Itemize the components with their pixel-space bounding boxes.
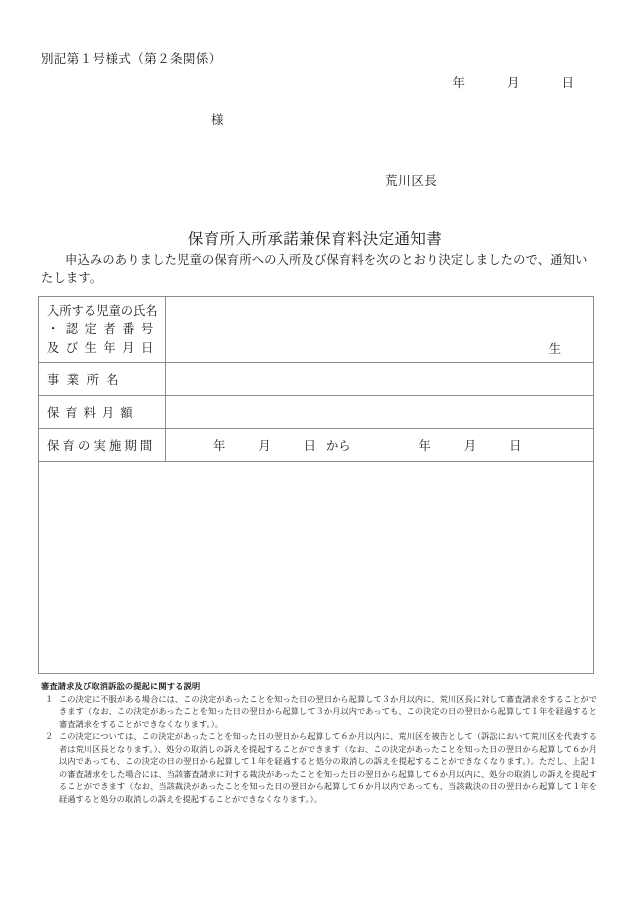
footnote-item	[41, 731, 597, 806]
birth-date-marker: 生	[548, 342, 561, 357]
period-to-month: 月	[463, 439, 477, 454]
period-from-day: 日	[303, 439, 316, 454]
footnote-text: この決定については、この決定があったことを知った日の翌日から起算して６か月以内に、荒川区を被告として（訴訟において荒川区を代表する者は荒川区長となります。）、処分の取消しの訴えを提起することができます（なお、この決定があったことを知った日の翌日から起算して６か月以内であっても、この決定の日の翌日から起算して１年を経過すると処分の取消しの訴えを提起することができなくなります。）。ただし、上記１の審査請求をした場合には、当該審査請求に対する裁決があったことを知った日の翌日から起算して６か月以内に、処分の取消しの訴えを提起することができます（なお、当該裁決があったことを知った日の翌日から起算して６か月以内であっても、当該裁決の日の翌日から起算して１年を経過すると処分の取消しの訴えを提起することができなくなります。）。	[59, 732, 597, 804]
footnotes-heading: 審査請求及び取消訴訟の提起に関する説明	[41, 682, 201, 691]
row-label-child-name	[39, 297, 166, 363]
decision-details-table	[38, 296, 594, 674]
footnote-text: この決定に不服がある場合には、この決定があったことを知った日の翌日から起算して３か月以内に、荒川区長に対して審査請求をすることができます（なお、この決定があったことを知った日の翌日から起算して３か月以内であっても、この決定の日の翌日から起算して１年を経過すると審査請求をすることができなくなります。）。	[59, 694, 597, 729]
table-row	[39, 396, 594, 429]
row-label-line: 保育料月額	[47, 406, 139, 421]
row-value-care-period[interactable]	[166, 429, 594, 462]
footnote-number: １	[45, 694, 54, 704]
table-row	[39, 297, 594, 363]
row-value-child-name[interactable]	[166, 297, 594, 363]
period-to-year: 年	[418, 439, 431, 454]
row-label-line: 保育の実施期間	[47, 439, 156, 454]
form-code-label: 別記第１号様式（第２条関係）	[41, 52, 222, 66]
footnotes-section	[41, 681, 597, 806]
row-label-office-name	[39, 363, 166, 396]
issue-date-line	[0, 73, 594, 91]
care-period-fields	[166, 436, 593, 454]
period-connector: から	[325, 439, 351, 454]
lead-paragraph-text: 申込みのありました児童の保育所への入所及び保育料を次のとおり決定しましたので、通知いたします。	[41, 253, 588, 285]
table-row	[39, 462, 594, 674]
row-label-care-period	[39, 429, 166, 462]
footnote-item	[41, 694, 597, 731]
row-label-line: 入所する児童の氏名	[47, 304, 158, 318]
row-label-line: 事業所名	[47, 373, 127, 388]
row-label-line: ・認定者番号	[47, 322, 160, 337]
row-value-office-name[interactable]	[166, 363, 594, 396]
table-row	[39, 363, 594, 396]
lead-paragraph	[41, 252, 591, 288]
period-to-day: 日	[509, 439, 522, 454]
period-from-month: 月	[258, 439, 271, 454]
addressee-suffix: 様	[211, 113, 224, 127]
row-value-monthly-fee[interactable]	[166, 396, 594, 429]
page-title: 保育所入所承諾兼保育料決定通知書	[187, 231, 443, 248]
date-day-label: 日	[561, 76, 574, 90]
issuer-name: 荒川区長	[385, 174, 438, 188]
table-row	[39, 429, 594, 462]
date-year-label: 年	[452, 76, 465, 90]
row-label-line: 及び生年月日	[47, 340, 160, 355]
row-label-monthly-fee	[39, 396, 166, 429]
row-value-remarks[interactable]	[39, 462, 594, 674]
footnote-number: ２	[45, 732, 54, 742]
period-from-year: 年	[213, 439, 226, 454]
date-month-label: 月	[506, 76, 520, 90]
